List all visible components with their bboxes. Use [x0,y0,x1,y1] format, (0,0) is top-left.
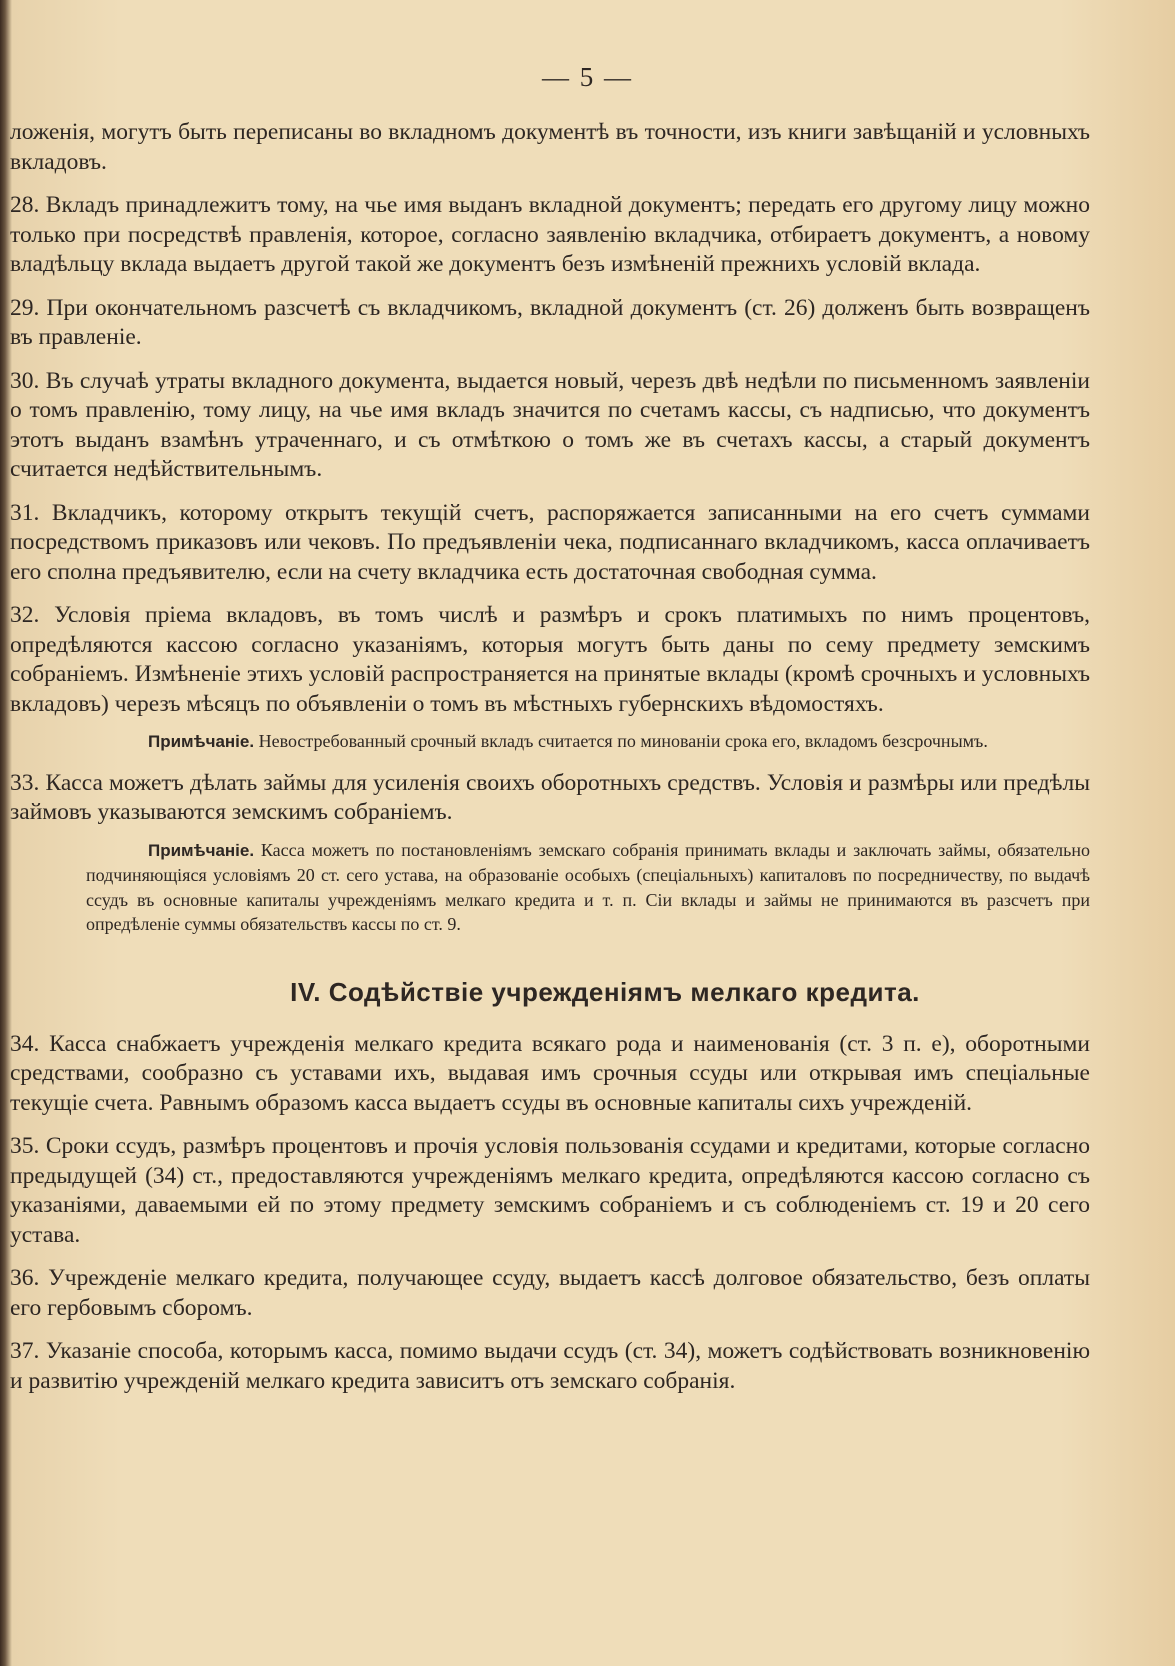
paragraph-31: 31. Вкладчикъ, которому открытъ текущій счетъ, распоряжается записанными на его счетъ суммами посредствомъ приказовъ или чековъ. По предъявленіи чека, подписаннаго вкладчикомъ, касса оплачиваетъ его сполна предъявителю, если на счету вкладчика есть достаточная свободная сумма. [10,499,1090,585]
section-heading: IV. Содѣйствіе учрежденіямъ мелкаго кредита. [290,976,920,1007]
note-1-text: Невостребованный срочный вкладъ считается по минованіи срока его, вкладомъ безсрочнымъ. [258,731,988,751]
page-number: — 5 — [542,62,633,92]
paragraph-34: 34. Касса снабжаетъ учрежденія мелкаго кредита всякаго рода и наименованія (ст. 3 п. е), оборотными средствами, сообразно съ уставами ихъ, выдавая имъ срочныя ссуды или открывая имъ спеціальные текущіе счета. Равнымъ образомъ касса выдаетъ ссуды въ основные капиталы сихъ учрежденій. [10,1030,1090,1116]
paragraph-32: 32. Условія пріема вкладовъ, въ томъ числѣ и размѣръ и срокъ платимыхъ по нимъ процентовъ, опредѣляются кассою согласно указаніямъ, которыя могутъ быть даны по сему предмету земскимъ собраніемъ. Измѣненіе этихъ условій распространяется на принятые вклады (кромѣ срочныхъ и условныхъ вкладовъ) черезъ мѣсяцъ по объявленіи о томъ въ мѣстныхъ губернскихъ вѣдомостяхъ. [10,602,1090,717]
paragraph-33: 33. Касса можетъ дѣлать займы для усиленія своихъ оборотныхъ средствъ. Условія и размѣры или предѣлы займовъ указываются земскимъ собраніемъ. [10,769,1090,825]
paragraph-35: 35. Сроки ссудъ, размѣръ процентовъ и прочія условія пользованія ссудами и кредитами, которые согласно предыдущей (34) ст., предоставляются учрежденіямъ мелкаго кредита, опредѣляются кассою согласно съ указаніями, даваемыми ей по этому предмету земскимъ собраніемъ и съ соблюденіемъ ст. 19 и 20 сего устава. [10,1133,1090,1248]
note-2-label: Примѣчаніе. [148,840,255,860]
paragraph-36: 36. Учрежденіе мелкаго кредита, получающее ссуду, выдаетъ кассѣ долговое обязательство, безъ оплаты его гербовымъ сборомъ. [10,1265,1090,1321]
paragraph-continuation: ложенія, могутъ быть переписаны во вкладномъ документѣ въ точности, изъ книги завѣщаній и условныхъ вкладовъ. [10,119,1090,175]
note-1 [86,729,1090,755]
paragraph-30: 30. Въ случаѣ утраты вкладного документа, выдается новый, черезъ двѣ недѣли по письменномъ заявленіи о томъ правленію, тому лицу, на чье имя вкладъ значится по счетамъ кассы, съ надписью, что документъ этотъ выданъ взамѣнъ утраченнаго, и съ отмѣткою о томъ же въ счетахъ кассы, а старый документъ считается недѣйствительнымъ. [10,367,1090,482]
note-2-text: Касса можетъ по постановленіямъ земскаго собранія принимать вклады и заключать займы, обязательно подчиняющіяся условіямъ 20 ст. сего устава, на образованіе особыхъ (спеціальныхъ) капиталовъ по посредничеству, по выдачѣ ссудъ въ основные капиталы учрежденіямъ мелкаго кредита и т. п. Сіи вклады и займы не принимаются въ разсчетъ при опредѣленіе суммы обязательствъ кассы по ст. 9. [86,839,1090,934]
body-text [10,118,1090,1410]
paragraph-29: 29. При окончательномъ разсчетѣ съ вкладчикомъ, вкладной документъ (ст. 26) долженъ быть возвращенъ въ правленіе. [10,294,1090,350]
paragraph-37: 37. Указаніе способа, которымъ касса, помимо выдачи ссудъ (ст. 34), можетъ содѣйствовать возникновенію и развитію учрежденій мелкаго кредита зависитъ отъ земскаго собранія. [10,1338,1090,1394]
note-2 [86,838,1090,937]
paragraph-28: 28. Вкладъ принадлежитъ тому, на чье имя выданъ вкладной документъ; передать его другому лицу можно только при посредствѣ правленія, которое, согласно заявленію вкладчика, отбираетъ документъ, а новому владѣльцу вклада выдаетъ другой такой же документъ безъ измѣненій прежнихъ условій вклада. [10,192,1090,277]
note-1-label: Примѣчаніе. [148,732,255,751]
